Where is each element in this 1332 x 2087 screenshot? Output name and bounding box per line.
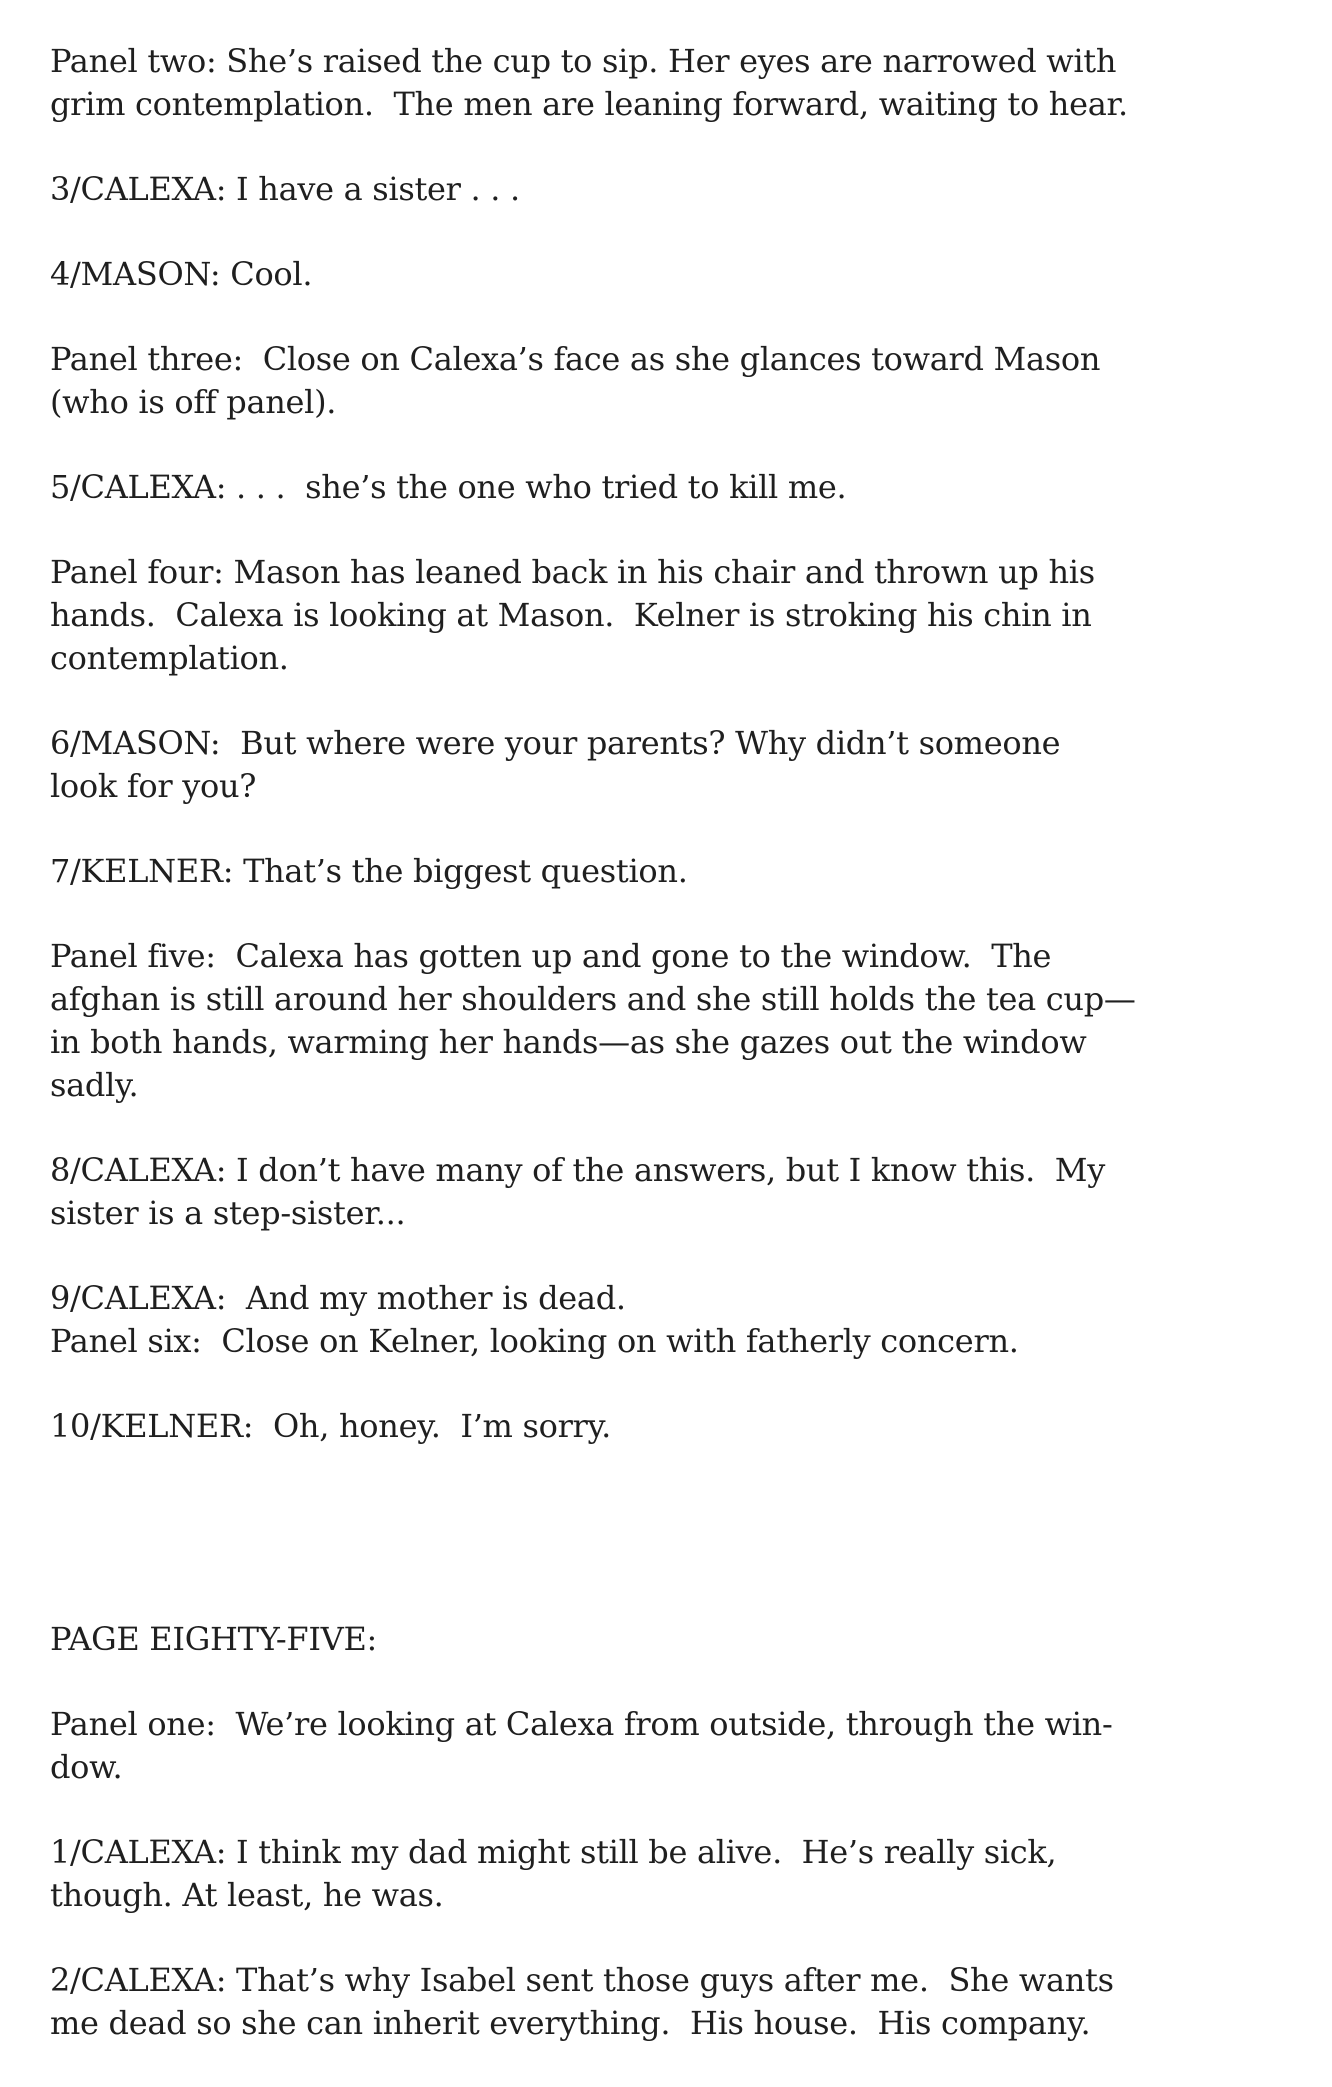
panel-three-description: Panel three: Close on Calexa’s face as she glances toward Mason (who is off panel).	[50, 340, 1101, 421]
dialogue-mason-4: 4/MASON: Cool.	[50, 255, 313, 293]
dialogue-calexa-1: 1/CALEXA: I think my dad might still be alive. He’s really sick, though. At least, he was.	[50, 1833, 1057, 1914]
dialogue-kelner-10: 10/KELNER: Oh, honey. I’m sorry.	[50, 1407, 611, 1445]
page-heading: PAGE EIGHTY-FIVE:	[50, 1620, 378, 1658]
dialogue-calexa-5: 5/CALEXA: . . . she’s the one who tried to kill me.	[50, 468, 847, 506]
dialogue-calexa-8: 8/CALEXA: I don’t have many of the answers, but I know this. My sister is a step-sister...	[50, 1151, 1105, 1232]
dialogue-kelner-7: 7/KELNER: That’s the biggest question.	[50, 852, 688, 890]
panel-six-description: Panel six: Close on Kelner, looking on with fatherly concern.	[50, 1322, 1019, 1360]
script-page	[50, 40, 1290, 2087]
dialogue-mason-6: 6/MASON: But where were your parents? Why didn’t someone look for you?	[50, 724, 1061, 805]
panel-one-description: Panel one: We’re looking at Calexa from outside, through the win- dow.	[50, 1705, 1113, 1786]
dialogue-calexa-3: 3/CALEXA: I have a sister . . .	[50, 170, 520, 208]
panel-four-description: Panel four: Mason has leaned back in his chair and thrown up his hands. Calexa is looking at Mason. Kelner is stroking his chin in contemplation.	[50, 553, 1095, 677]
dialogue-calexa-2: 2/CALEXA: That’s why Isabel sent those guys after me. She wants me dead so she can inherit everything. His house. His company.	[50, 1961, 1114, 2042]
panel-five-description: Panel five: Calexa has gotten up and gone to the window. The afghan is still around her shoulders and she still holds the tea cup— in both hands, warming her hands—as she gazes out the window sadly.	[50, 937, 1136, 1104]
dialogue-calexa-9: 9/CALEXA: And my mother is dead.	[50, 1279, 626, 1317]
panel-two-description: Panel two: She’s raised the cup to sip. Her eyes are narrowed with grim contemplation. The men are leaning forward, waiting to hear.	[50, 42, 1128, 123]
section-gap	[50, 1490, 1290, 1618]
